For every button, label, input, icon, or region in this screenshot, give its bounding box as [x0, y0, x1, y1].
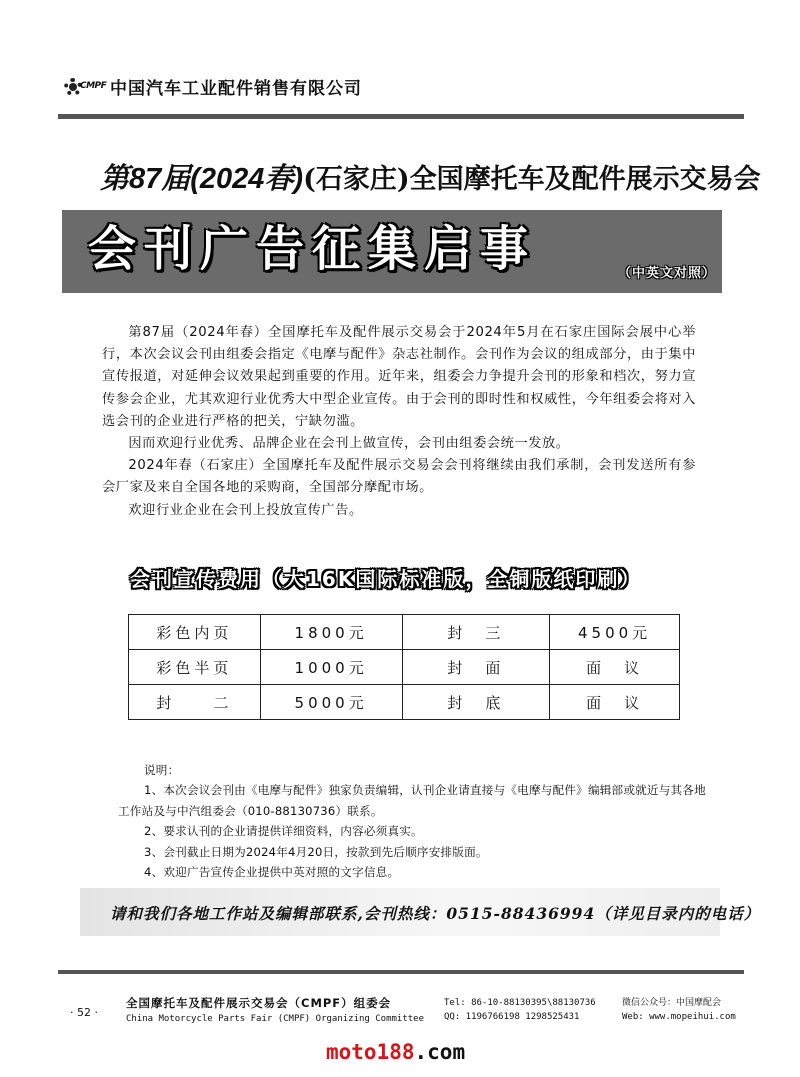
footer-web-block [622, 996, 736, 1024]
hotline: 请和我们各地工作站及编辑部联系,会刊热线：0515-88436994（详见目录内的电话） [110, 904, 761, 923]
event-title [100, 156, 761, 197]
event-title-edition: 第87届(2024春) [100, 163, 304, 195]
intro-paragraph: 欢迎行业企业在会刊上投放宣传广告。 [128, 502, 363, 518]
watermark-black: .com [414, 1040, 466, 1064]
footer-tel: Tel: 86-10-88130395\88130736 [444, 998, 596, 1008]
intro-text [102, 322, 696, 522]
notes [118, 760, 708, 882]
table-row [129, 650, 680, 685]
note-item: 2、要求认刊的企业请提供详细资料，内容必须真实。 [144, 824, 423, 839]
banner-title: 会刊广告征集启事 [88, 221, 537, 277]
footer-contact [444, 996, 596, 1024]
event-title-name: (石家庄)全国摩托车及配件展示交易会 [303, 164, 761, 195]
watermark-red: moto188 [326, 1040, 415, 1064]
company-name: 中国汽车工业配件销售有限公司 [110, 79, 362, 99]
footer-wechat: 微信公众号：中国摩配会 [622, 998, 722, 1008]
fee-item: 封 面 [402, 650, 550, 685]
intro-paragraph: 第87届（2024年春）全国摩托车及配件展示交易会于2024年5月在石家庄国际会展中心举行，本次会议会刊由组委会指定《电摩与配件》杂志社制作。会刊作为会议的组成部分，由于集中宣传报道，对延伸会议效果起到重要的作用。近年来，组委会力争提升会刊的形象和档次，努力宣传参会企业，尤其欢迎行业优秀大中型企业宣传。由于会刊的即时性和权威性，今年组委会将对入选会刊的企业进行严格的把关，宁缺勿滥。 [102, 325, 696, 429]
footer-org-en: China Motorcycle Parts Fair (CMPF) Organizing Committee [126, 1014, 425, 1024]
notes-heading: 说明： [144, 763, 180, 777]
company-header [64, 74, 362, 99]
note-item: 1、本次会议会刊由《电摩与配件》独家负责编辑，认刊企业请直接与《电摩与配件》编辑部或就近与其各地工作站及与中汽组委会（010-88130736）联系。 [118, 783, 706, 818]
fee-price: 5000元 [260, 685, 402, 720]
watermark [326, 1040, 465, 1064]
intro-paragraph: 因而欢迎行业优秀、品牌企业在会刊上做宣传，会刊由组委会统一发放。 [128, 436, 570, 452]
fee-price: 面 议 [550, 650, 680, 685]
fee-item: 封 三 [402, 615, 550, 650]
footer-web: Web: www.mopeihui.com [622, 1012, 736, 1022]
footer-qq: QQ: 1196766198 1298525431 [444, 1012, 580, 1022]
fee-item: 彩色内页 [129, 615, 261, 650]
fee-price: 1000元 [260, 650, 402, 685]
fee-heading: 会刊宣传费用（大16K国际标准版，全铜版纸印刷） [130, 567, 642, 591]
fee-item: 封 二 [129, 685, 261, 720]
table-row [129, 615, 680, 650]
fee-item: 封 底 [402, 685, 550, 720]
fee-price: 1800元 [260, 615, 402, 650]
logo-text: CMPF [80, 80, 107, 91]
note-item: 4、欢迎广告宣传企业提供中英对照的文字信息。 [144, 865, 400, 880]
intro-paragraph: 2024年春（石家庄）全国摩托车及配件展示交易会会刊将继续由我们承制，会刊发送所有参会厂家及来自全国各地的采购商，全国部分摩配市场。 [102, 458, 696, 496]
fee-price: 4500元 [550, 615, 680, 650]
bottom-divider [58, 970, 744, 974]
top-divider [58, 114, 744, 119]
page-number: · 52 · [70, 1006, 98, 1019]
footer-org: 全国摩托车及配件展示交易会（CMPF）组委会 [126, 996, 392, 1010]
note-item: 3、会刊截止日期为2024年4月20日，按款到先后顺序安排版面。 [144, 844, 488, 859]
fee-item: 彩色半页 [129, 650, 261, 685]
fee-table [128, 614, 680, 720]
fee-price: 面 议 [550, 685, 680, 720]
banner-note: （中英文对照） [617, 266, 716, 281]
cmpf-logo [64, 76, 107, 98]
table-row [129, 685, 680, 720]
